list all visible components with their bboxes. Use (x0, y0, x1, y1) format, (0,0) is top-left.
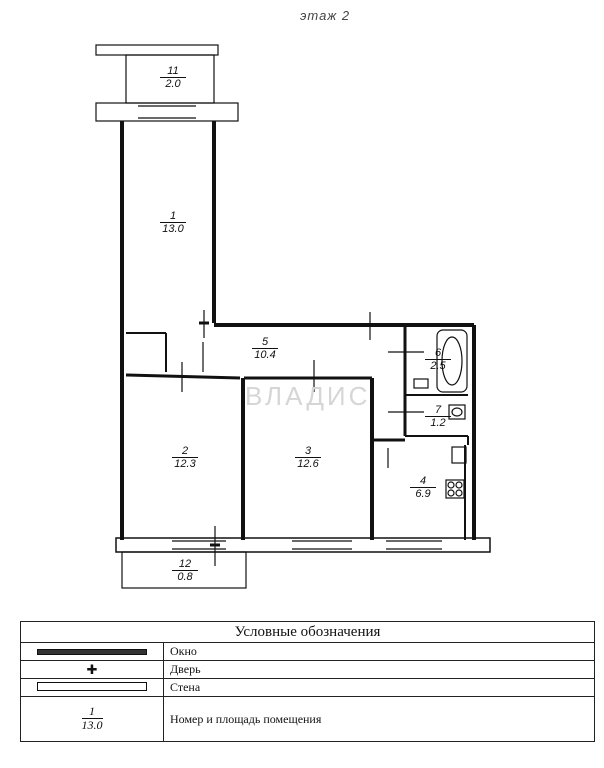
legend-wall-symbol (21, 679, 164, 697)
wall-corridor-bottom (126, 375, 240, 378)
room-label-11: 11 2.0 (148, 65, 198, 90)
wall-bottom (116, 538, 490, 552)
legend-room-symbol: $\frac{1}{13.0}$ (21, 697, 164, 742)
room-label-4: 4 6.9 (398, 475, 448, 500)
room-label-12: 12 0.8 (160, 558, 210, 583)
legend-table (20, 621, 595, 742)
door-icon: ✚ (86, 661, 98, 677)
room-label-2: 2 12.3 (160, 445, 210, 470)
legend-room-label: Номер и площадь помещения (164, 697, 595, 742)
legend-window-label: Окно (164, 643, 595, 661)
legend-door-symbol (21, 661, 164, 679)
watermark: ВЛАДИС (245, 381, 371, 411)
room-label-1: 1 13.0 (148, 210, 198, 235)
legend-window-symbol (21, 643, 164, 661)
balcony-top (96, 45, 218, 55)
room-label-5: 5 10.4 (240, 336, 290, 361)
legend-door-label: Дверь (164, 661, 595, 679)
room-label-6: 6 2.5 (413, 347, 463, 372)
room-label-3: 3 12.6 (283, 445, 333, 470)
legend-wall-label: Стена (164, 679, 595, 697)
room-label-7: 7 1.2 (413, 404, 463, 429)
floor-label: этаж 2 (300, 8, 351, 23)
legend-title: Условные обозначения (21, 622, 595, 643)
